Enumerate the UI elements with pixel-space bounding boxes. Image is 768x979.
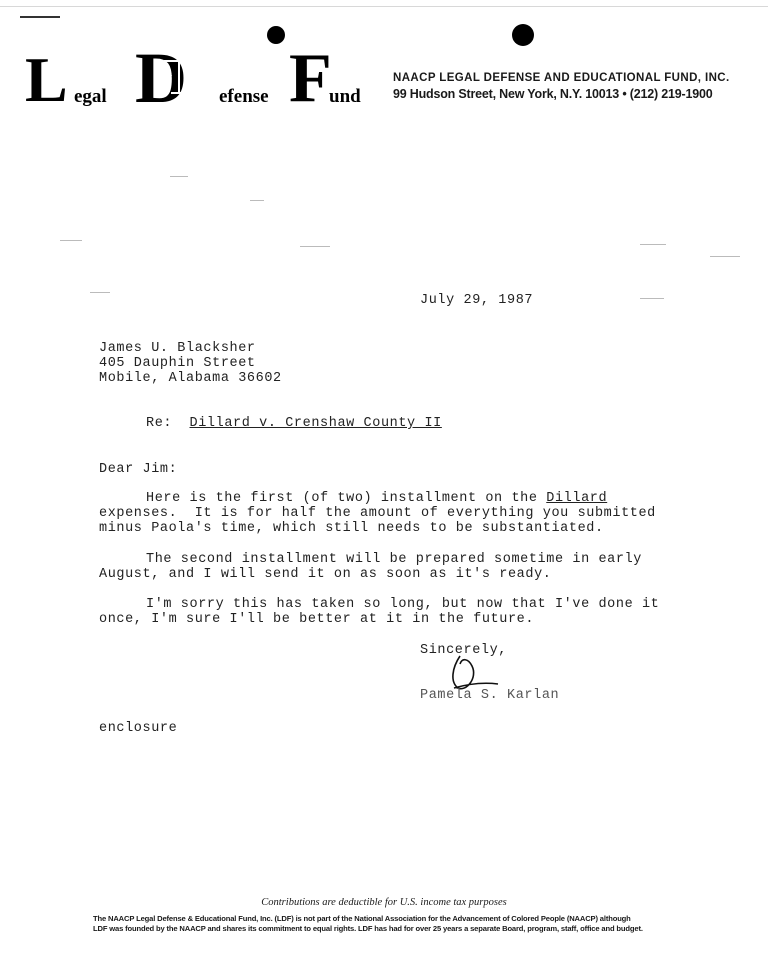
footer-disclaimer-line-1: The NAACP Legal Defense & Educational Fund, Inc. (LDF) is not part of the National Association for the Advancement of Colored People (NAACP) although [93,914,631,923]
logo-letter-f: F [289,40,332,117]
footer-disclaimer-line-2: LDF was founded by the NAACP and shares its commitment to equal rights. LDF has had for over 25 years a separate Board, program, staff, office and budget. [93,924,643,933]
re-line [146,416,442,431]
logo-word-egal: egal [74,86,107,107]
paragraph-1-line-1 [146,491,607,506]
paragraph-3-line-2: once, I'm sure I'll be better at it in the future. [99,612,535,627]
enclosure-note: enclosure [99,721,178,736]
paragraph-2-line-1: The second installment will be prepared sometime in early [146,552,642,567]
org-address: 99 Hudson Street, New York, N.Y. 10013 • (212) 219-1900 [393,87,713,101]
recipient-city: Mobile, Alabama 36602 [99,371,282,386]
ldf-logo [25,38,380,118]
org-name: NAACP LEGAL DEFENSE AND EDUCATIONAL FUND, INC. [393,72,730,84]
footer-disclaimer [93,914,703,934]
p1-text: Here is the first (of two) installment on the [146,491,547,506]
paragraph-1-line-2: expenses. It is for half the amount of everything you submitted [99,506,656,521]
logo-dot-1 [267,26,285,44]
re-label: Re: [146,416,173,431]
paragraph-1-line-3: minus Paola's time, which still needs to be substantiated. [99,521,604,536]
paragraph-2-line-2: August, and I will send it on as soon as it's ready. [99,567,552,582]
logo-dot-2 [512,24,534,46]
recipient-name: James U. Blacksher [99,341,256,356]
salutation: Dear Jim: [99,462,178,477]
letter-date: July 29, 1987 [420,293,534,308]
closing: Sincerely, [420,643,508,658]
scales-of-justice-icon [159,54,199,96]
logo-letter-l: L [25,44,68,115]
footer-tax-note: Contributions are deductible for U.S. income tax purposes [261,897,507,908]
logo-word-efense: efense [219,86,269,107]
logo-word-und: und [329,86,361,107]
paragraph-3-line-1: I'm sorry this has taken so long, but now that I've done it [146,597,660,612]
signer-name: Pamela S. Karlan [420,688,560,703]
logo-letter-d: D [135,38,187,118]
re-case: Dillard v. Crenshaw County II [189,416,442,431]
recipient-street: 405 Dauphin Street [99,356,256,371]
p1-case-name: Dillard [546,491,608,506]
